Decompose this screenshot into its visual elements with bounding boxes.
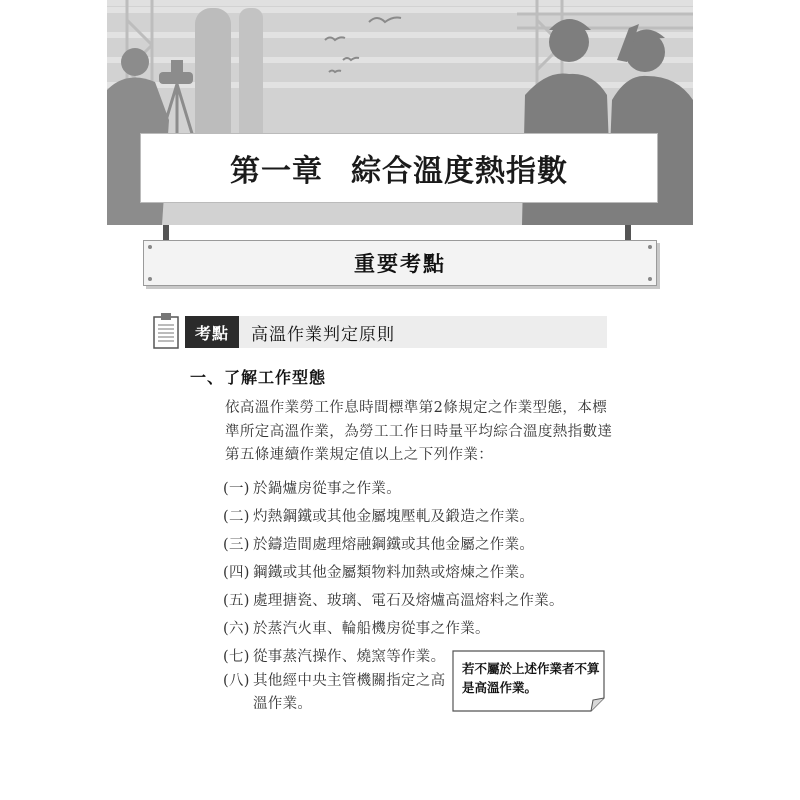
list-item-number: (七): [223, 649, 250, 665]
list-item-text: 灼熱鋼鐵或其他金屬塊壓軋及鍛造之作業。: [253, 509, 535, 525]
list-item: [223, 561, 534, 582]
sign-post-right: [625, 225, 631, 241]
list-item: [223, 533, 534, 554]
chapter-name: 綜合溫度熱指數: [351, 154, 568, 189]
list-item-text: 於鍋爐房從事之作業。: [253, 481, 401, 497]
section-sign: [143, 240, 657, 286]
list-item: [223, 645, 445, 666]
key-point-band: [239, 316, 607, 348]
subsection-heading: 一、了解工作型態: [190, 368, 327, 387]
list-item-text: 從事蒸汽操作、燒窯等作業。: [253, 649, 446, 665]
list-item-number: (八): [223, 673, 250, 689]
section-sign-label: 重要考點: [354, 252, 446, 276]
list-item-text: 於蒸汽火車、輪船機房從事之作業。: [253, 621, 490, 637]
list-item-number: (二): [223, 509, 250, 525]
clipboard-icon: [152, 312, 180, 350]
key-point-title: 高溫作業判定原則: [251, 324, 395, 345]
list-item-text: 處理搪瓷、玻璃、電石及熔爐高溫熔料之作業。: [253, 593, 564, 609]
note-text: 若不屬於上述作業者不算是高溫作業。: [462, 661, 600, 695]
list-item-text: 其他經中央主管機關指定之高溫作業。: [253, 673, 446, 712]
list-item-text: 於鑄造間處理熔融鋼鐵或其他金屬之作業。: [253, 537, 535, 553]
list-item: [223, 617, 490, 638]
key-point-header: [152, 312, 607, 350]
chapter-number: 第一章: [230, 154, 323, 189]
list-item-number: (六): [223, 621, 250, 637]
list-item-number: (一): [223, 481, 250, 497]
list-item: [223, 477, 401, 498]
list-item-number: (五): [223, 593, 250, 609]
list-item-number: (三): [223, 537, 250, 553]
list-item: [223, 589, 564, 610]
list-item: [223, 670, 453, 716]
list-item-number: (四): [223, 565, 250, 581]
sign-post-left: [163, 225, 169, 241]
intro-paragraph: 依高溫作業勞工作息時間標準第2條規定之作業型態，本標準所定高溫作業，為勞工工作日時量平均綜合溫度熱指數達第五條連續作業規定值以上之下列作業：: [225, 400, 613, 463]
note-box: [452, 650, 605, 712]
chapter-title-box: [140, 133, 658, 203]
key-point-badge: 考點: [185, 316, 239, 348]
list-item: [223, 505, 534, 526]
list-item-text: 鋼鐵或其他金屬類物料加熱或熔煉之作業。: [253, 565, 535, 581]
